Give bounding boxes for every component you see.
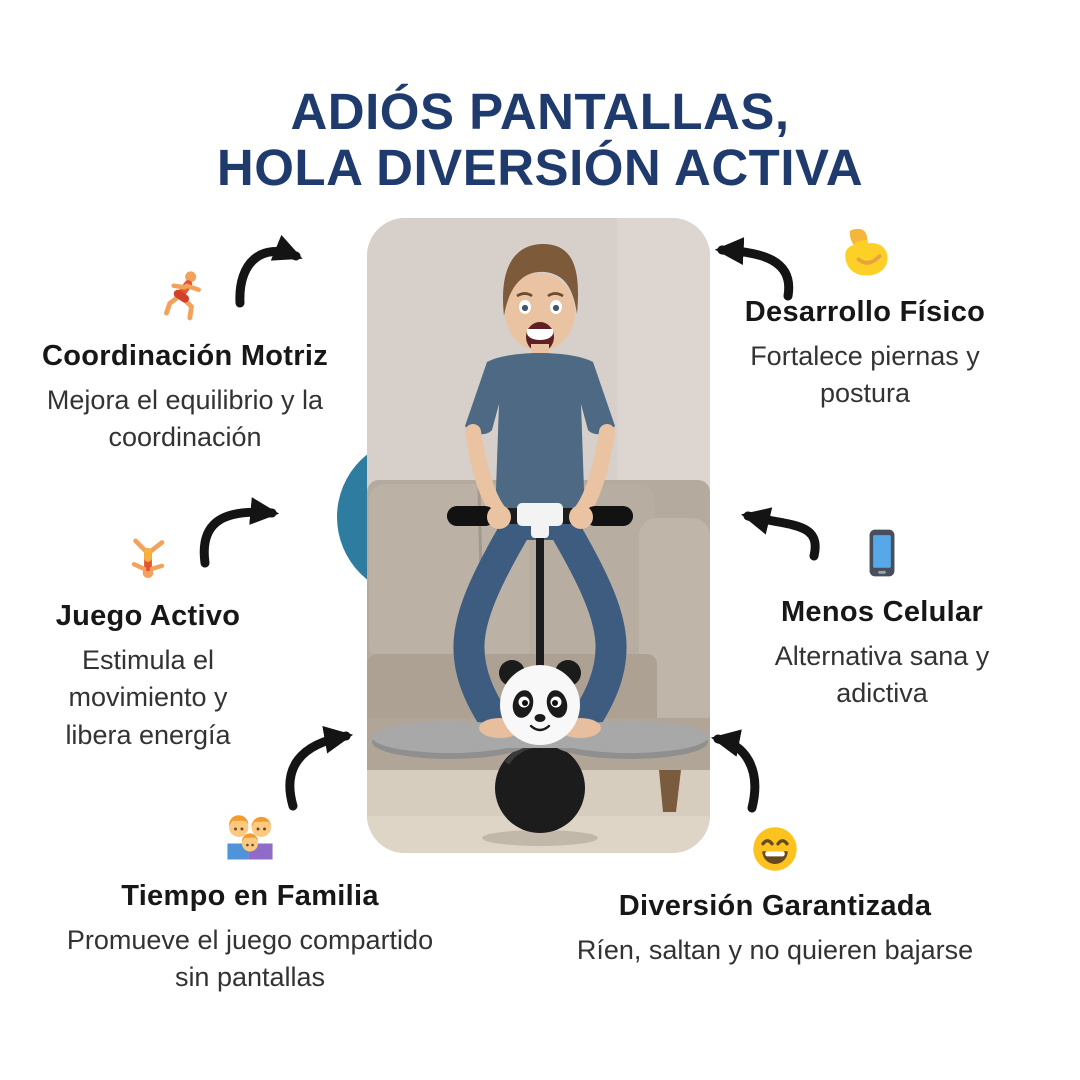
pole xyxy=(536,522,544,672)
callout-title: Coordinación Motriz xyxy=(41,340,328,372)
bounce-ball xyxy=(495,743,585,833)
callout-tiempo-en-familia xyxy=(25,808,475,997)
callout-title: Tiempo en Familia xyxy=(121,880,379,912)
cartwheel-icon xyxy=(13,530,283,586)
callout-title: Menos Celular xyxy=(780,596,984,628)
callout-description: Fortalece piernas y postura xyxy=(750,341,980,409)
callout-description: Promueve el juego compartido sin pantallas xyxy=(66,925,434,993)
title-line-1: ADIÓS PANTALLAS, xyxy=(290,83,790,140)
callout-description: Mejora el equilibrio y la coordinación xyxy=(46,385,324,453)
callout-description: Ríen, saltan y no quieren bajarse xyxy=(576,935,974,965)
curved-arrow-bottom-right xyxy=(718,739,755,808)
family-icon xyxy=(25,808,475,866)
callout-title: Juego Activo xyxy=(55,600,241,632)
runner-icon xyxy=(10,268,360,326)
callout-description: Alternativa sana y adictiva xyxy=(774,641,990,709)
left-hand xyxy=(487,505,511,529)
smartphone-icon xyxy=(732,524,1032,582)
photo-scene xyxy=(367,218,710,853)
muscle-icon xyxy=(715,224,1015,282)
grinning-face-icon xyxy=(540,822,1010,876)
callout-coordinacion-motriz xyxy=(10,268,360,457)
title-line-2: HOLA DIVERSIÓN ACTIVA xyxy=(216,139,864,197)
callout-title: Desarrollo Físico xyxy=(744,296,986,328)
product-photo xyxy=(367,218,710,853)
callout-desarrollo-fisico xyxy=(715,224,1015,413)
callout-title: Diversión Garantizada xyxy=(618,890,932,922)
panda-head xyxy=(499,660,581,745)
curved-arrow-bottom-left xyxy=(290,736,346,806)
callout-description: Estimula el movimiento y libera energía xyxy=(65,645,231,750)
right-hand xyxy=(569,505,593,529)
page-title xyxy=(0,84,1080,196)
callout-menos-celular xyxy=(732,524,1032,713)
callout-diversion-garantizada xyxy=(540,822,1010,969)
callout-juego-activo xyxy=(13,530,283,754)
